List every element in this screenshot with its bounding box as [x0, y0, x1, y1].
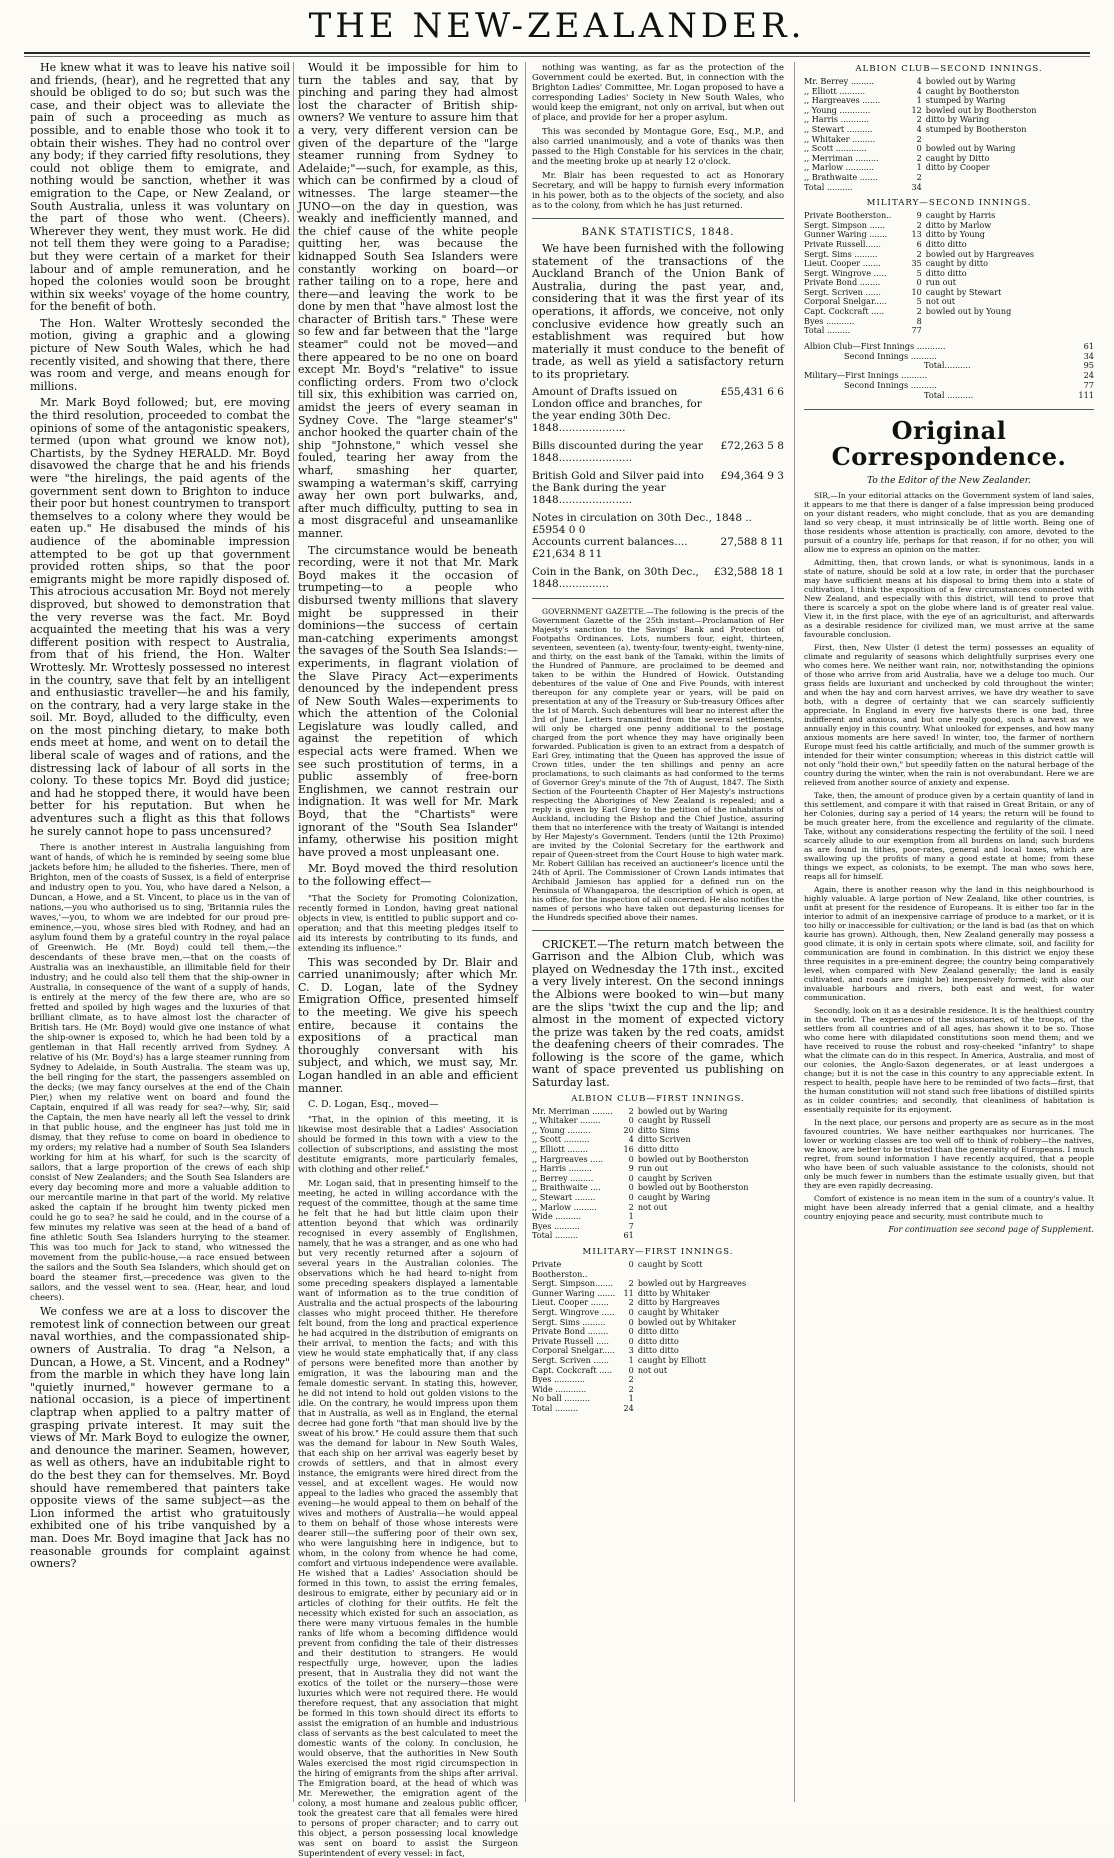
- column-4: [804, 62, 1094, 1807]
- col2-resolution-text: "That the Society for Promoting Colonization, recently formed in London, having great national objects in view, is entitled to public support and co-operation; and that this meeting pledges itself to aid its interests by contributing to its funds, and extending its influence.": [298, 892, 518, 953]
- player-name: Sergt. Sims .........: [804, 248, 878, 259]
- bank-row-label: British Gold and Silver paid into the Bank during the year 1848......................: [532, 469, 704, 506]
- col1-paragraph-5: We confess we are at a loss to discover the remotest link of connection between our great naval worthies, and the compassionated ship-owners of Australia. To drag "a Nelson, a Duncan, a Howe, a St. Vincent, and a Rodney" from the marble in which they have long lain "quietly inurned," however germane to a national occasion, is a piece of impertinent claptrap when applied to a paltry matter of grasping private interest. It may suit the views of Mr. Mark Boyd to eulogize the owner, and denounce the mariner. Seamen, however, as well as others, have an indubitable right to do the best they can for themselves. Mr. Boyd should have remembered that painters take opposite views of the same subject—as the Lion informed the artist who gratuitously exhibited one of his tribe vanquished by a man. Does Mr. Boyd imagine that Jack has no reasonable grounds for complaint against owners?: [30, 1305, 290, 1571]
- col2-logan-speech: Mr. Logan said, that in presenting himself to the meeting, he acted in willing accordance with the request of the committee, though at the same time he felt that he had but little claim upon their attention beyond that which was ordinarily recognised in every assembly of Englishmen, namely, that he was a stranger, and as one who had but very recently returned after a sojourn of several years in the Australian colonies. The observations which he had heard to-night from some preceding speakers displayed a lamentable want of information as to the true condition of Australia and the actual prospects of the labouring classes who might proceed thither. He therefore felt bound, from the long and practical experience he had acquired in the distribution of emigrants on their arrival, to mention the facts; and with this view he would state emphatically that, if any class of persons were benefited more than another by emigration, it was the labouring man and the female domestic servant. In stating this, however, he did not intend to hold out golden visions to the idle. On the contrary, he would impress upon them that in Australia, as well as in England, the eternal decree had gone forth "that man should live by the sweat of his brow." He could assure them that such was the demand for labour in New South Wales, that each ship on her arrival was eagerly beset by crowds of settlers, and that in almost every instance, the emigrants were hired direct from the vessel, and at excellent wages. He would now appeal to the ladies who graced the assembly that evening—he would appeal to them on behalf of the wives and mothers of Australia—he would appeal to them on behalf of those whose interests were dearer still—the suffering poor of their own sex, who were languishing here in indigence, but to whom, in the colony from whence he had come, comfort and virtuous independence were available. He wished that a Ladies' Association should be formed in this town, to assist the erring females, desirous to emigrate, either by pecuniary aid or in articles of clothing for their outfits. He felt the necessity which existed for such an association, as there were many virtuous females in the humble ranks of life whom a becoming diffidence would prevent from confiding the tale of their distresses and their destitution to strangers. He would respectfully urge, however, upon the ladies present, that in Australia they did not want the exotics of the toilet or the nursery—those were luxuries which were not required there. He would therefore request, that any association that might be formed in this town should direct its efforts to assist the emigration of an humble and industrious class of servants as the best calculated to meet the domestic wants of the colony. In conclusion, he would observe, that the authorities in New South Wales exercised the most rigid circumspection in the hiring of emigrants from the ships after arrival. The Emigration board, at the head of which was Mr. Merewether, the emigration agent of the colony, a most humane and zealous public officer, took the greatest care that all females were hired to persons of proper character; and to carry out this object, a person possessing local knowledge was sent on board to assist the Surgeon Superintendent of every vessel: in fact,: [298, 1178, 518, 1858]
- runs: 0: [628, 1316, 634, 1327]
- dismissal: ditto by Young: [925, 229, 985, 240]
- player-name: ,, Hargreaves .....: [532, 1153, 604, 1164]
- cricket-article: CRICKET.—The return match between the Garrison and the Albion Club, which was played on Wednesday the 17th inst., excited a very lively interest. On the second innings the Albions were booked to win—but many are the slips 'twixt the cup and the lip; and almost in the moment of expected victory the prize was taken by the red coats, amidst the deafening cheers of their comrades. The following is the score of the game, which want of space prevented us publishing on Saturday last.: [532, 937, 784, 1090]
- runs: 0: [916, 143, 922, 154]
- summary-label: Second Innings ..........: [844, 380, 937, 391]
- dismissal: bowled out by Whitaker: [637, 1316, 736, 1327]
- col2-paragraph-5: This was seconded by Dr. Blair and carried unanimously; after which Mr. C. D. Logan, late of the Sydney Emigration Office, presented himself to the meeting. We give his speech entire, because it contains the expositions of a practical man thoroughly conversant with his subject, and which, we must say, Mr. Logan handled in an able and efficient manner.: [298, 955, 518, 1095]
- total-runs: 61: [623, 1230, 634, 1241]
- player-name: Lieut. Cooper .......: [804, 258, 881, 269]
- dismissal: [926, 326, 1094, 336]
- military-second-innings-title: MILITARY—SECOND INNINGS.: [866, 198, 1032, 209]
- player-name: Private Bond ........: [532, 1326, 609, 1337]
- letter-paragraph-1: SIR,—In your editorial attacks on the Government system of land sales, it appears to me that there is danger of a false impression being produced on your distant readers, who might conclude, that as you are demanding land so very cheap, it must intrinsically be of little worth. Being one of those residents whose attention is practically, con amore, devoted to the pursuit of a country life, perhaps for that reason, if for no other, you will allow me to express an opinion on the matter.: [804, 490, 1094, 554]
- col3-paragraph-1: nothing was wanting, as far as the protection of the Government could be exerted. But, in connection with the Brighton Ladies' Committee, Mr. Logan proposed to have a corresponding Ladies' Society in New South Wales, who would keep the emigrant, not only on arrival, but when out of place, and provide for her a proper asylum.: [532, 62, 784, 122]
- col1-paragraph-1: He knew what it was to leave his native soil and friends, (hear), and he regretted that any should be obliged to do so; but such was the case, and their object was to alleviate the pain of such a proceeding as much as possible, and to enable those who took it to obtain their wishes. They had no control over any body; if they carried fifty resolutions, they could not oblige them to emigrate, and nothing would be sanction, whether it was emigration to the Cape, or New Zealand, or South Australia, unless it was voluntary on the part of those who went. (Cheers). Wherever they went, they must work. He did not tell them they were going to a Paradise; but they were certain of a market for their labour and of ample remuneration, and he hoped the colonies would soon be brought within six weeks' voyage of the home country, for the benefit of both.: [30, 61, 290, 314]
- dismissal: run out: [925, 277, 956, 288]
- runs: 6: [916, 238, 922, 249]
- runs: 4: [916, 123, 922, 134]
- column-2: [298, 61, 518, 1858]
- bank-row: [532, 470, 784, 506]
- bank-row-value: £94,364 9 3: [720, 469, 784, 482]
- albion-second-innings-title: ALBION CLUB—SECOND INNINGS.: [855, 64, 1043, 74]
- runs: 2: [916, 248, 922, 259]
- dismissal: caught by ditto: [925, 258, 989, 269]
- masthead-rule-thin: [24, 56, 1090, 57]
- dismissal: ditto ditto: [637, 1345, 679, 1356]
- total-label: Total .........: [532, 1402, 579, 1413]
- match-summary: [804, 342, 1094, 401]
- dismissal: [638, 1394, 784, 1404]
- extras-label: No ball ..........: [532, 1393, 591, 1404]
- col3-paragraph-2: This was seconded by Montague Gore, Esq., M.P., and also carried unanimously, and a vote of thanks was then passed to the High Constable for his services in the chair, and the meeting broke up at nearly 12 o'clock.: [532, 126, 784, 166]
- total-label: Total ..........: [804, 181, 853, 192]
- score-row: [804, 326, 1094, 336]
- dismissal: ditto Sims: [637, 1124, 680, 1135]
- player-name: Private Russell .....: [532, 1335, 609, 1346]
- player-name: ,, Whitaker .........: [804, 133, 876, 144]
- score-row: [532, 1260, 784, 1279]
- section-divider: [532, 598, 784, 599]
- runs: 1: [628, 1393, 634, 1404]
- dismissal: not out: [925, 296, 956, 307]
- masthead-title: THE NEW-ZEALANDER.: [308, 6, 806, 46]
- player-name: ,, Stewart ........: [532, 1192, 596, 1202]
- dismissal: caught by Scriven: [637, 1172, 713, 1183]
- bank-row: [532, 440, 784, 464]
- dismissal: stumped by Waring: [925, 95, 1006, 106]
- extras-label: Wide ..........: [532, 1211, 582, 1222]
- player-name: Gunner Waring .......: [532, 1287, 616, 1298]
- masthead: [0, 8, 1114, 50]
- player-name: Mr. Merriman ........: [532, 1105, 613, 1116]
- government-gazette: GOVERNMENT GAZETTE.—The following is the precis of the Government Gazette of the 25th instant—Proclamation of Her Majesty's sanction to the Savings' Bank and Protection of Footpaths Ordinances. Lots, numbers four, eight, thirteen, seventeen, seventeen (a), twenty-four, twenty-eight, twenty-nine, and thirty, on the east bank of the Tamaki, within the limits of the Hundred of Panmure, are proclaimed to be deemed and taken to be within the Hundred of Howick. Outstanding debentures of the value of One and Five Pounds, with interest thereupon for any complete year or years, will be paid on presentation at any of the Treasury or Sub-treasury Offices after the 1st of March. Such debentures will bear no interest after the 3rd of June. Letters transmitted from the several settlements, will only be charged one penny additional to the postage charged from the port whence they may have originally been forwarded. Publication is given to an extract from a despatch of Earl Grey, intimating that the Queen has approved the issue of Crown titles, under the ten shillings and penny an acre proclamations, to such claimants as had conformed to the terms of Governor Grey's minute of the 7th of August, 1847. The Sixth Section of the Fourteenth Chapter of Her Majesty's instructions respecting the Aborigines of New Zealand is repealed; and a reply is given by Earl Grey to the petition of the inhabitants of Auckland, including the Bishop and the Chief Justice, assuring them that no interference with the treaty of Waitangi is intended by Her Majesty's Government. Tenders (until the 12th Proximo) are invited by the Colonial Secretary for the earthwork and repair of Queen-street from the Court House to high water mark. Mr. Robert Gillilan has received an auctioneer's licence until the 24th of April. The Commissioner of Crown Lands intimates that Archibald Jamieson has applied for a defined run on the Peninsula of Whangaparoa, the description of which is open, at his office, for the inspection of all concerned. He also notifies the names of persons who have taken out depasturing licenses for the Hundreds specified above their names.: [532, 606, 784, 922]
- player-name: ,, Young ............: [804, 104, 871, 115]
- runs: 11: [623, 1287, 634, 1298]
- bank-row: [532, 566, 784, 590]
- runs: 0: [628, 1364, 634, 1375]
- player-name: ,, Hargreaves .......: [804, 95, 881, 106]
- bank-row: [532, 386, 784, 434]
- player-name: ,, Brathwaite .......: [804, 171, 878, 182]
- dismissal: [638, 1385, 784, 1395]
- section-divider: [532, 218, 784, 219]
- player-name: ,, Whitaker ........: [532, 1115, 601, 1126]
- player-name: ,, Marlow .........: [532, 1201, 597, 1212]
- runs: 2: [916, 152, 922, 163]
- bank-statistics-table: [532, 386, 784, 590]
- player-name: ,, Scott ............: [804, 143, 867, 154]
- runs: 2: [916, 219, 922, 230]
- dismissal: caught by Harris: [925, 210, 996, 221]
- dismissal: ditto ditto: [637, 1326, 679, 1337]
- summary-label: Second Innings ..........: [844, 350, 937, 361]
- bank-row-label: Notes in circulation on 30th Dec., 1848 .. £5954 0 0: [532, 511, 753, 536]
- dismissal: [926, 183, 1094, 193]
- bank-row-label: Amount of Drafts issued on London office and branches, for the year ending 30th Dec. 1848....................: [532, 385, 702, 434]
- runs: 4: [916, 85, 922, 96]
- player-name: Private Bond ........: [804, 277, 881, 288]
- dismissal: caught by Bootherston: [925, 85, 1020, 96]
- total-runs: 24: [623, 1402, 634, 1413]
- summary-label: Military—First Innings ..........: [804, 370, 928, 381]
- player-name: ,, Young .........: [532, 1124, 591, 1135]
- col2-mover: C. D. Logan, Esq., moved—: [308, 1099, 439, 1111]
- player-name: ,, Scott ..........: [532, 1134, 590, 1145]
- bank-row: [532, 512, 784, 536]
- total-label: Total .........: [804, 325, 851, 336]
- extras-label: Byes ............: [532, 1374, 585, 1385]
- column-rule-3: [794, 62, 795, 1802]
- letter-paragraph-8: Comfort of existence is no mean item in the sum of a country's value. It might have been already inferred that a genial climate, and a healthy country enjoying peace and security, must contribute much to: [804, 1193, 1094, 1221]
- runs: 4: [916, 76, 922, 86]
- col2-motion-text: "That, in the opinion of this meeting, it is likewise most desirable that a Ladies' Association should be formed in this town with a view to the collection of subscriptions, and assisting the most destitute emigrants, more particularly females, with clothing and other relief.": [298, 1114, 518, 1175]
- dismissal: [638, 1404, 784, 1414]
- dismissal: bowled out by Bootherston: [637, 1153, 749, 1164]
- score-row: [532, 1231, 784, 1241]
- dismissal: [638, 1212, 784, 1222]
- letter-paragraph-7: In the next place, our persons and property are as secure as in the most favoured countries. We have neither earthquakes nor hurricanes. The lower or working classes are too well off to think of robbery—the natives, we know, are better to be trusted than the generality of Europeans. I much regret, from sound information I have recently acquired, that a people who have been of such valuable assistance to the colonists, should not only be much fewer in numbers than the estimate usually given, but that they are even rapidly decreasing.: [804, 1117, 1094, 1190]
- military-first-innings-title: MILITARY—FIRST INNINGS.: [582, 1246, 734, 1257]
- runs: 2: [628, 1297, 634, 1308]
- dismissal: ditto ditto: [925, 267, 967, 278]
- col1-paragraph-3: Mr. Mark Boyd followed; but, ere moving the third resolution, proceeded to combat the opinions of some of the antagonistic speakers, termed (upon what ground we know not), Chartists, by the Sydney HERALD. Mr. Boyd disavowed the charge that he and his friends were "the hirelings, the paid agents of the government sent down to Brighton to induce their poor but honest countrymen to transport themselves to a colony where they would be eaten up." He disabused the minds of his audience of the abominable impression attempted to be got up that government provided rotten ships, so that the poor emigrants might be more rapidly disposed of. This atrocious accusation Mr. Boyd not merely disproved, but showed to demonstration that the very reverse was the fact. Mr. Boyd acquainted the meeting that his was a very different position with respect to Australia, from that of his friend, the Hon. Walter Wrottesly. Mr. Wrottesly possessed no interest in the country, save that felt by an intelligent and enthusiastic traveller—he and his family, on the contrary, had a very large stake in the soil. Mr. Boyd, alluded to the difficulty, even on the most pinching dietary, to make both ends meet at home, and went on to detail the liberal scale of wages and of rations, and the distressing lack of labour of all sorts in the colony. To these topics Mr. Boyd did justice; and had he stopped there, it would have been better for his reputation. But when he adventures such a flight as this that follows he surely cannot hope to pass uncensured?: [30, 396, 290, 838]
- runs: 0: [916, 277, 922, 288]
- dismissal: bowled out by Waring: [925, 76, 1016, 86]
- dismissal: bowled out by Young: [925, 306, 1012, 317]
- total-runs: 77: [911, 325, 922, 336]
- dismissal: ditto by Hargreaves: [637, 1297, 720, 1308]
- player-name: Capt. Cockcraft .....: [532, 1364, 613, 1375]
- summary-label: Total ..........: [924, 389, 974, 400]
- dismissal: ditto ditto: [925, 238, 967, 249]
- player-name: ,, Elliott ........: [532, 1144, 588, 1155]
- dismissal: stumped by Bootherston: [925, 123, 1027, 134]
- extras-label: Wide ............: [532, 1383, 587, 1394]
- score-row: [804, 183, 1094, 193]
- runs: 1: [916, 95, 922, 106]
- column-1: [30, 62, 290, 1807]
- player-name: Sergt. Scriven ......: [532, 1354, 609, 1365]
- total-runs: 34: [911, 181, 922, 192]
- dismissal: ditto by Whitaker: [637, 1287, 710, 1298]
- section-divider: [532, 930, 784, 931]
- albion-second-innings-table: [804, 77, 1094, 192]
- player-name: ,, Merriman .........: [804, 152, 879, 163]
- dismissal: caught by Ditto: [925, 152, 990, 163]
- runs: 12: [911, 104, 922, 115]
- dismissal: not out: [637, 1364, 668, 1375]
- bank-row-label: Coin in the Bank, on 30th Dec., 1848...............: [532, 565, 699, 590]
- runs: 2: [628, 1278, 634, 1289]
- player-name: Corporal Snelgar.....: [804, 296, 887, 307]
- extras-label: Byes ...........: [804, 315, 855, 326]
- albion-first-innings-table: [532, 1107, 784, 1241]
- letter-paragraph-6: Secondly, look on it as a desirable residence. It is the healthiest country in the world. The experience of the missionaries, of the troops, of the settlers from all countries and of all ages, has shown it to be so. Those who come here with dilapidated constitutions soon mend them; and we have received to rouse the robust and rosy-cheeked "infantry" to shape what the climate can do in this respect. In America, Australia, and most of our colonies, the Anglo-Saxon degenerates, or at least undergoes a change; but it is not the case in this country to any appreciable extent. In respect to health, people have here to be reminded of two facts—first, that the human constitution will not stand such free libations of distilled spirits as in colder countries; and secondly, that cleanliness of habitation is essentially requisite for its enjoyment.: [804, 1005, 1094, 1114]
- runs: 1: [916, 162, 922, 173]
- dismissal: caught by Whitaker: [637, 1306, 719, 1317]
- original-correspondence-subtitle: To the Editor of the New Zealander.: [867, 475, 1031, 486]
- summary-value: 111: [1078, 389, 1094, 400]
- player-name: Gunner Waring .......: [804, 229, 888, 240]
- summary-value: 77: [1083, 380, 1094, 391]
- bank-row-value: £55,431 6 6: [720, 385, 784, 398]
- runs: 2: [916, 133, 922, 144]
- dismissal: not out: [637, 1201, 668, 1212]
- bank-row-label: Accounts current balances.... £21,634 8 11: [532, 535, 688, 560]
- runs: 0: [628, 1192, 634, 1202]
- dismissal: ditto by Cooper: [925, 162, 990, 173]
- runs: 2: [628, 1383, 634, 1394]
- runs: 2: [628, 1201, 634, 1212]
- col2-paragraph-3: Mr. Boyd moved the third resolution to the following effect—: [298, 862, 518, 888]
- masthead-rule: [24, 52, 1090, 54]
- runs: 0: [628, 1326, 634, 1337]
- bank-statistics-title: BANK STATISTICS, 1848.: [581, 227, 735, 238]
- runs: 1: [628, 1354, 634, 1365]
- albion-first-innings-title: ALBION CLUB—FIRST INNINGS.: [571, 1093, 745, 1104]
- summary-value: 95: [1083, 360, 1094, 371]
- dismissal: ditto ditto: [637, 1335, 679, 1346]
- bank-row-value: £32,588 18 1: [713, 565, 784, 578]
- player-name: ,, Stewart ..........: [804, 123, 873, 134]
- player-name: ,, Harris ...........: [804, 114, 869, 125]
- dismissal: bowled out by Waring: [925, 143, 1016, 154]
- summary-row: [804, 391, 1094, 401]
- runs: 20: [623, 1124, 634, 1135]
- dismissal: ditto ditto: [637, 1144, 679, 1155]
- dismissal: ditto Scriven: [637, 1134, 691, 1145]
- runs: 2: [916, 114, 922, 125]
- player-name: Lieut. Cooper .......: [532, 1297, 609, 1308]
- player-name: ,, Harris .........: [532, 1163, 592, 1174]
- runs: 10: [911, 286, 922, 297]
- military-first-innings-table: [532, 1260, 784, 1414]
- dismissal: bowled out by Bootherston: [637, 1182, 749, 1193]
- dismissal: [926, 317, 1094, 327]
- player-name: Sergt. Wingrove .....: [532, 1306, 615, 1317]
- runs: 2: [628, 1374, 634, 1385]
- score-row: [532, 1404, 784, 1414]
- section-divider: [804, 409, 1094, 410]
- bank-statistics-intro: We have been furnished with the following statement of the transactions of the Auckland Branch of the Union Bank of Australia, during the past year, and, considering that it was the first year of its operations, it affords, we conceive, not only conclusive evidence how greatly such an establishment was required but how materially it must conduce to the benefit of trade, as well as yield a satisfactory return to its proprietary.: [532, 242, 784, 381]
- player-name: Private Bootherston..: [532, 1258, 588, 1279]
- dismissal: caught by Scott: [637, 1258, 703, 1269]
- runs: 2: [916, 306, 922, 317]
- player-name: ,, Elliott ..........: [804, 85, 866, 96]
- dismissal: bowled out by Hargreaves: [925, 248, 1035, 259]
- extras-label: Byes ..........: [532, 1220, 580, 1231]
- summary-value: 24: [1083, 370, 1094, 381]
- player-name: Sergt. Sims .........: [532, 1316, 606, 1327]
- bank-row: [532, 536, 784, 560]
- runs: 3: [628, 1345, 634, 1356]
- dismissal: caught by Stewart: [925, 286, 1002, 297]
- runs: 2: [628, 1105, 634, 1116]
- runs: 7: [628, 1220, 634, 1231]
- runs: 0: [628, 1306, 634, 1317]
- col2-paragraph-2: The circumstance would be beneath recording, were it not that Mr. Mark Boyd makes it the occasion of trumpeting—to a people who disbursed twenty millions that slavery might be suppressed in their dominions—the success of certain man-catching experiments amongst the savages of the South Sea Islands:—experiments, in flagrant violation of the Slave Piracy Act—experiments denounced by the independent press of New South Wales—experiments to which the attention of the Colonial Legislature was loudly called, and against the repetition of which especial acts were framed. When we see such prostitution of terms, in a public assembly of free-born Englishmen, we cannot restrain our indignation. It was well for Mr. Mark Boyd, that the "Chartists" were ignorant of the "South Sea Islander" infamy, otherwise his position might have proved a most unpleasant one.: [298, 543, 518, 859]
- dismissal: ditto by Marlow: [925, 219, 992, 230]
- bank-row-value: £72,263 5 8: [720, 439, 784, 452]
- total-label: Total .........: [532, 1230, 579, 1241]
- summary-value: 34: [1083, 350, 1094, 361]
- player-name: Sergt. Simpson.......: [532, 1278, 614, 1289]
- bank-row-value: 27,588 8 11: [720, 535, 784, 548]
- runs: 5: [916, 296, 922, 307]
- runs: 4: [628, 1134, 634, 1145]
- dismissal: ditto by Waring: [925, 114, 990, 125]
- runs: 5: [916, 267, 922, 278]
- bank-row-label: Bills discounted during the year 1848......................: [532, 439, 703, 464]
- dismissal: run out: [637, 1163, 669, 1174]
- runs: 0: [628, 1182, 634, 1193]
- runs: 0: [628, 1172, 634, 1183]
- runs: 0: [628, 1335, 634, 1346]
- runs: 0: [628, 1115, 634, 1126]
- runs: 8: [916, 315, 922, 326]
- col1-paragraph-2: The Hon. Walter Wrottesly seconded the motion, giving a graphic and a glowing picture of New South Wales, which he had recently visited, and showing that there, there was room and verge, and means enough for millions.: [30, 316, 290, 393]
- player-name: Private Russell......: [804, 238, 881, 249]
- runs: 16: [623, 1144, 634, 1155]
- player-name: ,, Braithwaite ....: [532, 1182, 601, 1193]
- dismissal: bowled out by Waring: [637, 1105, 728, 1116]
- runs: 35: [911, 258, 922, 269]
- player-name: Private Bootherston..: [804, 210, 892, 221]
- runs: 1: [628, 1211, 634, 1222]
- letter-paragraph-4: Take, then, the amount of produce given by a certain quantity of land in this settlement, and compare it with that raised in Great Britain, or any of her Colonies, during say a period of 14 years; the return will be found to be much greater here, from the excellence and regularity of the climate. Take, without any considerations respecting the fertility of the soil. I need scarcely allude to our exemption from all burdens on land; such burdens as are found in tithes, poor-rates, general and local taxes, which are swallowing up the profits of many a good estate at home; from these things we expect, as colonists, to be exempt. The man who sows here, reaps all for himself.: [804, 790, 1094, 881]
- runs: 0: [628, 1153, 634, 1164]
- column-3: [532, 62, 784, 1807]
- dismissal: caught by Waring: [637, 1192, 711, 1202]
- player-name: Corporal Snelgar.....: [532, 1345, 615, 1356]
- player-name: Sergt. Simpson ......: [804, 219, 886, 230]
- continued-note: For continuation see second page of Supplement.: [888, 1223, 1094, 1234]
- column-rule-1: [293, 62, 294, 1802]
- summary-label: Total..........: [924, 360, 971, 371]
- dismissal: caught by Elliott: [637, 1354, 706, 1365]
- col1-quoted-speech: There is another interest in Australia languishing from want of hands, of which he is reminded by seeing some blue jackets before him; he alluded to the fisheries. There, men of Brighton, men of the coasts of Sussex, is a field of enterprise and industry open to you. You, who have dared a Nelson, a Duncan, a Howe, and a St. Vincent, to place us in the van of nations,—you who authorised us to sing, 'Britannia rules the waves,'—you, to whom we are indebted for our proud pre-eminence,—you, whose sires bled with Rodney, and had an asylum found them by a grateful country in the royal palace of Greenwich. He (Mr. Boyd) could tell them,—the descendants of these brave men,—that on the coasts of Australia was an inexhaustible, an illimitable field for their industry; and he could also tell them that the ship-owner in Australia, in consequence of the want of a supply of hands, is entirely at the mercy of the few there are, who are so fretted and spoiled by high wages and the luxuries of that brilliant climate, as to have almost lost the character of British tars. He (Mr. Boyd) would give one instance of what the ship-owner is exposed to, which he had been told by a gentleman in that Hall recently arrived from Sydney. A relative of his (Mr. Boyd's) has a large steamer running from Sydney to Adelaide, in South Australia. The steam was up, the bell ringing for the start, the passengers assembled on the decks; (we may fancy ourselves at the end of the Chain Pier,) when my relative went on board and found the Captain, enquired if all was ready for sea?—why, Sir, said the Captain, the men have nearly all left the vessel to drink in that public house, and the engineer has just told me in dismay, that they refuse to come on board in obedience to my orders; my relative had a number of South Sea Islanders working for him at his wharf, for such is the scarcity of sailors, that a large proportion of the crews of each ship consist of New Zealanders; and the South Sea Islanders are every day becoming more and more a valuable addition to our mercantile marine in that part of the world. My relative asked the captain if he brought him twenty picked men could he go to sea? he said he could, and in the course of a few minutes my relative was seen at the head of a band of fine athletic South Sea Islanders hurrying to the steamer. This was too much for Jack to stand, who witnessed the movement from the public-house,—a race ensued between the sailors and the South Sea Islanders, which should get on board the steamer first,—precedence was given to the sailors, and the vessel went to sea. (Hear, hear, and loud cheers).: [30, 842, 290, 1303]
- dismissal: bowled out by Hargreaves: [637, 1278, 747, 1289]
- player-name: Sergt. Scriven ......: [804, 286, 881, 297]
- player-name: Capt. Cockcraft .....: [804, 306, 885, 317]
- runs: 13: [911, 229, 922, 240]
- col2-paragraph-1: Would it be impossible for him to turn the tables and say, that by pinching and paring they had almost lost the character of British ship-owners? We venture to assure him that a very, very different version can be given of the departure of the "large steamer running from Sydney to Adelaide;"—such, for example, as this, which can be confirmed by a cloud of witnesses. The large steamer—the JUNO—on the day in question, was weakly and inefficiently manned, and the chief cause of the white people quitting her, was because the kidnapped South Sea Islanders were constantly working on board—or rather tailing on to a rope, here and there—and leaving the work to be done by men that "have almost lost the character of British tars." These were so few and far between that the "large steamer" could not be moved—and there appeared to be no one on board except Mr. Boyd's "relative" to issue conflicting orders. From two o'clock till six, this exhibition was carried on, amidst the jeers of every seaman in Sydney Cove. The "large steamer's" anchor hooked the quarter chain of the ship "Johnstone," which vessel she fouled, tearing her away from the wharf, smashing her quarter, swamping a waterman's skiff, carrying away her own port bulwarks, and, after much difficulty, putting to sea in a most disgraceful and unseamanlike manner.: [298, 61, 518, 540]
- player-name: Sergt. Wingrove .....: [804, 267, 887, 278]
- dismissal: [638, 1222, 784, 1232]
- letter-paragraph-5: Again, there is another reason why the land in this neighbourhood is highly valuable. A large portion of New Zealand, like other countries, is unfit at present for the residence of Europeans. It is either too far in the interior to admit of an inexpensive carriage of produce to a market, or it is too hilly or inaccessible for cultivation; or the land is bad (as that on which kaurie has grown). Although, then, New Zealand generally may possess a good climate, it is only in certain spots where climate, soil, and facility for communication are found in combination. In this district we enjoy these three requisites in a pre-eminent degree; the country being comparatively level, when compared with New Zealand generally; the land is easily cultivated, and roads are (might be) inexpensively formed; with also our invaluable harbours and rivers, both east and west, for water communication.: [804, 884, 1094, 1002]
- dismissal: bowled out by Bootherston: [925, 104, 1037, 115]
- summary-label: Albion Club—First Innings ...........: [804, 340, 946, 351]
- player-name: Mr. Berrey .........: [804, 76, 874, 86]
- letter-paragraph-2: Admitting, then, that crown lands, or what is synonimous, lands in a state of nature, should be sold at a low rate, in order that the purchaser may have sufficient means at his disposal to bring them into a state of cultivation, I think the exposition of a few circumstances connected with New Zealand, and especially with this district, will tend to prove that there is scarcely a spot on the globe where land is of greater real value. View it, in the first place, with the eye of an agriculturist, and afterwards as a desirable residence for civilized man, we must arrive at the same favourable conclusion.: [804, 557, 1094, 639]
- dismissal: [638, 1231, 784, 1241]
- dismissal: caught by Russell: [637, 1115, 711, 1126]
- player-name: ,, Berrey .........: [532, 1172, 594, 1183]
- column-rule-2: [525, 62, 526, 1802]
- military-second-innings-table: [804, 211, 1094, 336]
- runs: 9: [916, 210, 922, 221]
- summary-value: 61: [1083, 340, 1094, 351]
- letter-paragraph-3: First, then, New Ulster (I detest the term) possesses an equality of climate and regularity of seasons which delightfully surprises every one who comes here. We neither want rain, nor, notwithstanding the opinions of those who arrive from arid Australia, have we a deluge too much. Our grass fields are luxuriant and unchecked by cold throughout the winter; and when the hay and corn harvest arrives, we have dry weather to save both, with a degree of certainty that we can scarcely sufficiently appreciate. In England in every five harvests there is one bad, three indifferent and anxious, and but one really good, such a harvest as we annually enjoy in this country. What unlooked for expenses, and how many anxious moments are here saved! In winter, too, the farmer of northern Europe must feed his cattle artificially, and much of the summer growth is intended for their winter consumption; whereas in this district cattle will not only "hold their own," but speedily fatten on the natural herbage of the country during the winter, when the rain is not overabundant. Here we are relieved from another source of anxiety and expense.: [804, 642, 1094, 787]
- runs: 0: [628, 1258, 634, 1269]
- original-correspondence-title: Original Correspondence.: [831, 415, 1067, 471]
- col3-paragraph-3: Mr. Blair has been requested to act as Honorary Secretary, and will be happy to furnish every information in his power, both as to the objects of the society, and also as to the colony, from which he has just returned.: [532, 170, 784, 210]
- player-name: ,, Marlow ...........: [804, 162, 874, 173]
- runs: 9: [628, 1163, 634, 1174]
- runs: 2: [916, 171, 922, 182]
- dismissal: [638, 1375, 784, 1385]
- dismissal: [926, 173, 1094, 183]
